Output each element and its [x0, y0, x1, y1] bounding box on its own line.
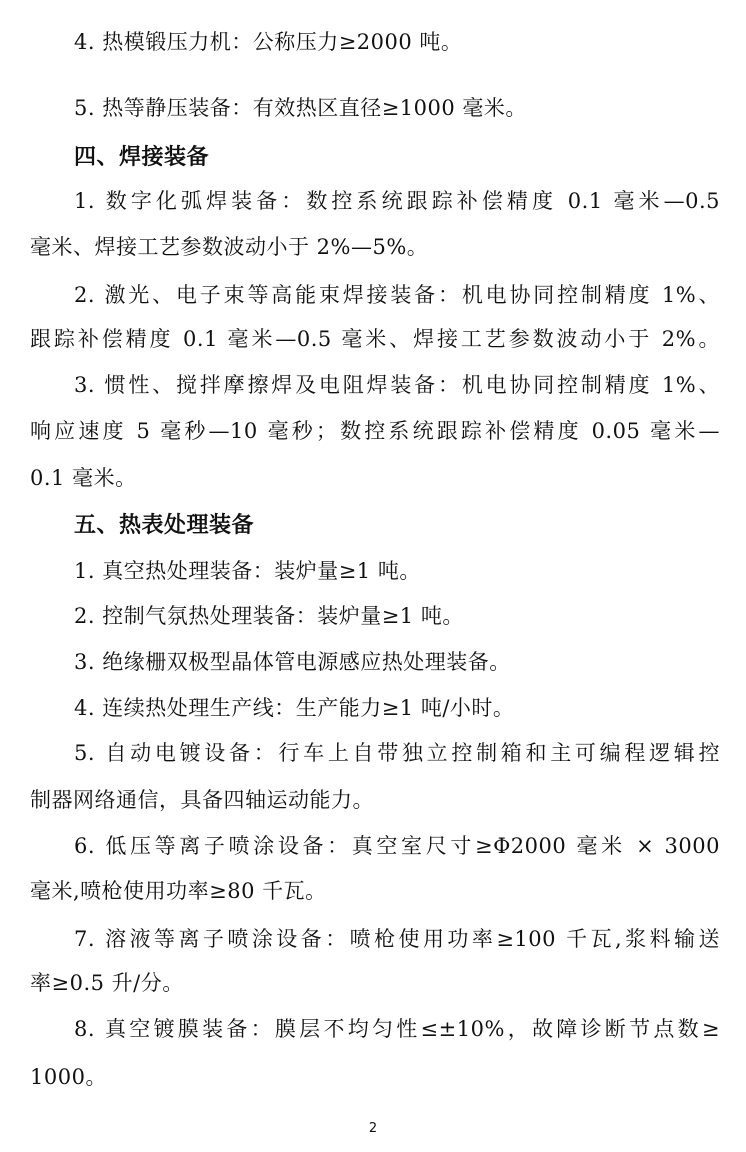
item-low-pressure-plasma-spray-cont: 毫米,喷枪使用功率≥80 千瓦。: [30, 879, 327, 903]
item-vacuum-heat-treatment: 1. 真空热处理装备：装炉量≥1 吨。: [74, 559, 421, 583]
item-hot-isostatic-press: 5. 热等静压装备：有效热区直径≥1000 毫米。: [74, 96, 527, 120]
item-vacuum-coating-cont: 1000。: [30, 1065, 107, 1089]
item-solution-plasma-spray: 7. 溶液等离子喷涂设备：喷枪使用功率≥100 千瓦,浆料输送: [74, 927, 720, 951]
item-digital-arc-welding-cont: 毫米、焊接工艺参数波动小于 2%—5%。: [30, 235, 429, 259]
item-igbt-induction-heat-treatment: 3. 绝缘栅双极型晶体管电源感应热处理装备。: [74, 650, 511, 674]
item-high-energy-beam-welding-cont: 跟踪补偿精度 0.1 毫米—0.5 毫米、焊接工艺参数波动小于 2%。: [30, 327, 720, 351]
item-friction-welding-end: 0.1 毫米。: [30, 466, 137, 490]
section-heading-welding: 四、焊接装备: [74, 145, 210, 170]
item-continuous-heat-treatment-line: 4. 连续热处理生产线：生产能力≥1 吨/小时。: [74, 696, 515, 720]
item-digital-arc-welding: 1. 数字化弧焊装备：数控系统跟踪补偿精度 0.1 毫米—0.5: [74, 189, 720, 213]
item-vacuum-coating: 8. 真空镀膜装备：膜层不均匀性≤±10%，故障诊断节点数≥: [74, 1017, 720, 1041]
item-automatic-electroplating-cont: 制器网络通信，具备四轴运动能力。: [30, 788, 374, 812]
item-friction-welding-cont: 响应速度 5 毫秒—10 毫秒；数控系统跟踪补偿精度 0.05 毫米—: [30, 419, 720, 443]
item-controlled-atmosphere-heat-treatment: 2. 控制气氛热处理装备：装炉量≥1 吨。: [74, 604, 464, 628]
item-low-pressure-plasma-spray: 6. 低压等离子喷涂设备：真空室尺寸≥Φ2000 毫米 × 3000: [74, 834, 720, 858]
section-heading-heat-surface-treatment: 五、热表处理装备: [74, 513, 255, 538]
item-solution-plasma-spray-cont: 率≥0.5 升/分。: [30, 971, 184, 995]
item-automatic-electroplating: 5. 自动电镀设备：行车上自带独立控制箱和主可编程逻辑控: [74, 741, 720, 765]
item-friction-welding: 3. 惯性、搅拌摩擦焊及电阻焊装备：机电协同控制精度 1%、: [74, 373, 720, 397]
item-hot-die-forging-press: 4. 热模锻压力机：公称压力≥2000 吨。: [74, 30, 463, 54]
page-number: 2: [368, 1121, 378, 1136]
item-high-energy-beam-welding: 2. 激光、电子束等高能束焊接装备：机电协同控制精度 1%、: [74, 283, 720, 307]
